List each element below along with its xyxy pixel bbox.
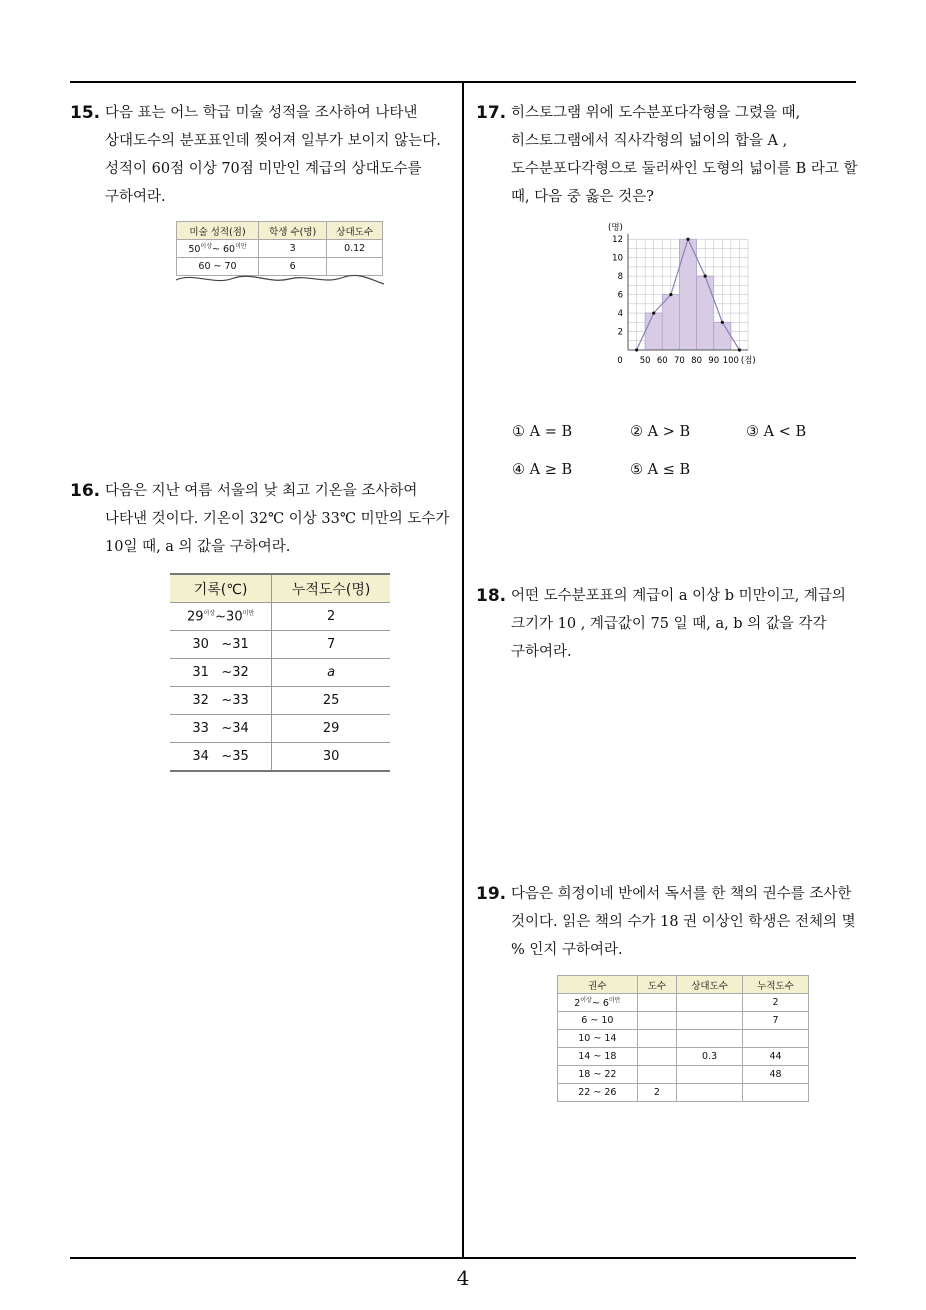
class-interval: 22 ~ 26 (558, 1084, 638, 1102)
polygon-point (738, 348, 741, 351)
y-tick-label: 4 (617, 309, 623, 320)
q15-table-header (177, 222, 383, 240)
polygon-point (704, 275, 707, 278)
student-count: 6 (259, 258, 327, 276)
x-axis-label: (점) (740, 356, 756, 366)
q16-col-record: 기록(℃) (170, 574, 272, 603)
cumulative-frequency: 7 (743, 1012, 809, 1030)
question-17-text: 히스토그램 위에 도수분포다각형을 그렸을 때, 히스토그램에서 직사각형의 넓이의 합을 A , 도수분포다각형으로 둘러싸인 도형의 넓이를 B 라고 할 때, 다음 중 옳은 것은? (511, 105, 858, 205)
relative-frequency (677, 1030, 743, 1048)
cumulative-frequency: a (272, 659, 390, 687)
q15-col-relative: 상대도수 (327, 222, 383, 240)
student-count: 3 (259, 240, 327, 258)
frequency (637, 1048, 676, 1066)
y-tick-label: 10 (612, 253, 623, 264)
cumulative-frequency: 48 (743, 1066, 809, 1084)
y-axis-label: (명) (608, 223, 623, 233)
class-interval: 30 ~31 (170, 631, 272, 659)
table-row (558, 1012, 809, 1030)
cumulative-frequency: 2 (743, 994, 809, 1012)
table-row (558, 994, 809, 1012)
q16-col-cumulative: 누적도수(명) (272, 574, 390, 603)
table-row (558, 1048, 809, 1066)
table-row (170, 743, 390, 772)
class-interval: 18 ~ 22 (558, 1066, 638, 1084)
histogram-bar (645, 313, 662, 350)
frequency (637, 994, 676, 1012)
cumulative-frequency: 29 (272, 715, 390, 743)
cumulative-frequency: 30 (272, 743, 390, 772)
relative-frequency (677, 1012, 743, 1030)
question-15 (70, 99, 460, 211)
q19-col-frequency: 도수 (637, 976, 676, 994)
q19-col-books: 권수 (558, 976, 638, 994)
page-number: 4 (456, 1266, 470, 1290)
histogram-bar (679, 239, 696, 350)
choice-5[interactable]: ⑤ A ≤ B (630, 462, 691, 478)
cumulative-frequency: 25 (272, 687, 390, 715)
y-tick-label: 12 (612, 235, 623, 246)
question-18-number: 18. (476, 586, 507, 606)
q15-col-students: 학생 수(명) (259, 222, 327, 240)
q15-col-score: 미술 성적(점) (177, 222, 259, 240)
relative-frequency (677, 994, 743, 1012)
class-interval: 34 ~35 (170, 743, 272, 772)
class-interval: 33 ~34 (170, 715, 272, 743)
class-interval: 10 ~ 14 (558, 1030, 638, 1048)
table-row (558, 1030, 809, 1048)
bottom-rule (70, 1257, 856, 1259)
frequency: 2 (637, 1084, 676, 1102)
table-row (170, 631, 390, 659)
question-17-number: 17. (476, 103, 507, 123)
choice-3[interactable]: ③ A < B (746, 424, 807, 440)
q16-table-header (170, 574, 390, 603)
table-row (170, 715, 390, 743)
torn-edge (174, 270, 386, 290)
question-17 (476, 99, 860, 211)
cumulative-frequency (743, 1084, 809, 1102)
relative-frequency (677, 1066, 743, 1084)
class-interval: $50^{이상}\sim$ $60^{미만}$ (177, 240, 259, 258)
q19-col-relative: 상대도수 (677, 976, 743, 994)
column-divider (462, 82, 464, 1258)
polygon-point (686, 238, 689, 241)
x-tick-label: 70 (674, 356, 685, 366)
x-tick-label: 60 (656, 356, 668, 366)
cumulative-frequency: 2 (272, 603, 390, 631)
histogram-bar (662, 295, 679, 350)
class-interval: 32 ~33 (170, 687, 272, 715)
relative-frequency: 0.3 (677, 1048, 743, 1066)
x-tick-label: 80 (691, 356, 702, 366)
table-row (558, 1066, 809, 1084)
x-tick-label: 90 (708, 356, 720, 366)
table-row (558, 1084, 809, 1102)
y-tick-label: 6 (617, 290, 623, 301)
cumulative-frequency: 7 (272, 631, 390, 659)
class-interval: 14 ~ 18 (558, 1048, 638, 1066)
class-interval: 60 ~ 70 (177, 258, 259, 276)
question-16-text: 다음은 지난 여름 서울의 낮 최고 기온을 조사하여 나타낸 것이다. 기온이 32℃ 이상 33℃ 미만의 도수가 10일 때, a 의 값을 구하여라. (105, 483, 450, 555)
table-row (177, 240, 383, 258)
class-interval: $29^{이상}\sim 30^{미만}$ (170, 603, 272, 631)
x-tick-label: 0 (617, 356, 623, 366)
polygon-point (635, 348, 638, 351)
q16-table (170, 573, 390, 772)
frequency (637, 1066, 676, 1084)
question-18-text: 어떤 도수분포표의 계급이 a 이상 b 미만이고, 계급의 크기가 10 , 계급값이 75 일 때, a, b 의 값을 각각 구하여라. (511, 588, 846, 660)
polygon-point (721, 321, 724, 324)
q19-col-cumulative: 누적도수 (743, 976, 809, 994)
histogram-bar (697, 276, 714, 350)
class-interval: 6 ~ 10 (558, 1012, 638, 1030)
y-tick-label: 8 (617, 272, 623, 283)
question-16-number: 16. (70, 481, 101, 501)
q19-table (557, 975, 809, 1102)
question-16 (70, 477, 460, 561)
q19-table-header (558, 976, 809, 994)
histogram-chart (600, 218, 770, 370)
histogram-bar (714, 322, 731, 350)
class-interval: 31 ~32 (170, 659, 272, 687)
table-row (170, 603, 390, 631)
question-18 (476, 582, 860, 666)
question-19-text: 다음은 희정이네 반에서 독서를 한 책의 권수를 조사한 것이다. 읽은 책의 수가 18 권 이상인 학생은 전체의 몇 % 인지 구하여라. (511, 886, 856, 958)
polygon-point (669, 293, 672, 296)
relative-frequency (677, 1084, 743, 1102)
cumulative-frequency: 44 (743, 1048, 809, 1066)
x-tick-label: 100 (722, 356, 739, 366)
choice-2[interactable]: ② A > B (630, 424, 691, 440)
question-19-number: 19. (476, 884, 507, 904)
question-15-text: 다음 표는 어느 학급 미술 성적을 조사하여 나타낸 상대도수의 분포표인데 찢어져 일부가 보이지 않는다. 성적이 60점 이상 70점 미만인 계급의 상대도수를 구하여라. (105, 105, 441, 205)
question-19 (476, 880, 860, 964)
frequency (637, 1030, 676, 1048)
y-tick-label: 2 (617, 327, 623, 338)
frequency (637, 1012, 676, 1030)
choice-1[interactable]: ① A = B (512, 424, 573, 440)
table-row (170, 659, 390, 687)
relative-frequency: 0.12 (327, 240, 383, 258)
question-15-number: 15. (70, 103, 101, 123)
x-tick-label: 50 (639, 356, 651, 366)
cumulative-frequency (743, 1030, 809, 1048)
class-interval: $2^{이상}\sim$ $6^{미만}$ (558, 994, 638, 1012)
table-row (170, 687, 390, 715)
polygon-point (652, 311, 655, 314)
choice-4[interactable]: ④ A ≥ B (512, 462, 573, 478)
q15-table (176, 221, 383, 276)
